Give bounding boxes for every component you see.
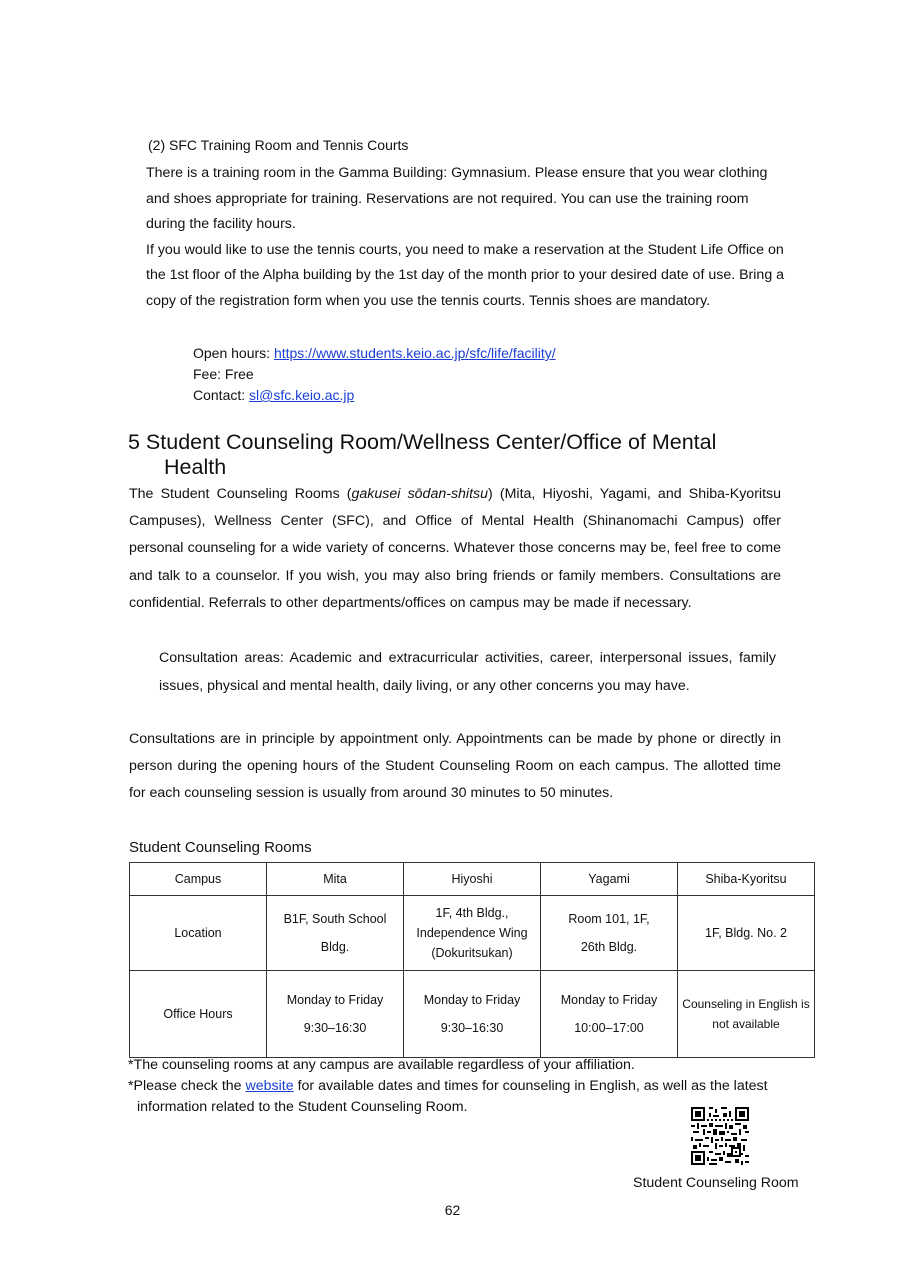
header-cell: Yagami bbox=[541, 863, 678, 896]
shiba-hours bbox=[678, 971, 815, 1058]
note-affiliation: *The counseling rooms at any campus are available regardless of your affiliation. bbox=[128, 1057, 635, 1073]
cell-line: Monday to Friday bbox=[286, 993, 384, 1007]
facility-link[interactable]: https://www.students.keio.ac.jp/sfc/life/facility/ bbox=[273, 345, 556, 361]
cell-line: 9:30–16:30 bbox=[303, 1021, 367, 1035]
cell-line: 9:30–16:30 bbox=[440, 1021, 504, 1035]
cell-line: (Dokuritsukan) bbox=[431, 946, 513, 960]
yagami-hours bbox=[541, 971, 678, 1058]
cell-line: not available bbox=[712, 1017, 780, 1031]
intro-text-start: The Student Counseling Rooms ( bbox=[129, 486, 352, 502]
yagami-location bbox=[541, 896, 678, 971]
cell-line: Monday to Friday bbox=[560, 993, 658, 1007]
note-website-line1 bbox=[128, 1076, 768, 1097]
consultation-areas: Consultation areas: Academic and extracurricular activities, career, interpersonal issues, family issues, physical and mental health, daily living, or any other concerns you may have. bbox=[159, 650, 776, 694]
fee-line: Fee: Free bbox=[193, 366, 254, 382]
table-header-row bbox=[130, 863, 815, 896]
training-room-text: There is a training room in the Gamma Building: Gymnasium. Please ensure that you wear clothing and shoes appropriate for training. Reservations are not required. You can use the training room during the facility hours. bbox=[146, 165, 768, 232]
qr-code-icon[interactable] bbox=[691, 1107, 749, 1165]
header-cell: Mita bbox=[267, 863, 404, 896]
shiba-location: 1F, Bldg. No. 2 bbox=[678, 896, 815, 971]
cell-line: Independence Wing bbox=[416, 926, 528, 940]
cell-line: 10:00–17:00 bbox=[574, 1021, 644, 1035]
mita-hours bbox=[267, 971, 404, 1058]
counseling-rooms-table bbox=[129, 862, 815, 1058]
contact-label: Contact: bbox=[193, 387, 250, 403]
note-website-line2: information related to the Student Counseling Room. bbox=[137, 1099, 468, 1115]
section-heading-line2: Health bbox=[164, 455, 227, 479]
cell-line: Counseling in English is bbox=[682, 997, 810, 1011]
cell-line: 1F, 4th Bldg., bbox=[435, 906, 509, 920]
tennis-courts-text: If you would like to use the tennis courts, you need to make a reservation at the Student Life Office on the 1st floor of the Alpha building by the 1st day of the month prior to your desired date of use. Bring a copy of the registration form when you use the tennis courts. Tennis shoes are mandatory. bbox=[146, 241, 785, 309]
note-text: for available dates and times for counseling in English, as well as the latest bbox=[293, 1078, 768, 1094]
intro-paragraph bbox=[129, 481, 781, 617]
row-label-location: Location bbox=[130, 896, 267, 971]
intro-text-rest: ) (Mita, Hiyoshi, Yagami, and Shiba-Kyoritsu Campuses), Wellness Center (SFC), and Office of Mental Health (Shinanomachi Campus) offer personal counseling for a wide variety of concerns. Whatever those concerns may be, feel free to come and talk to a counselor. If you wish, you may also bring friends or family members. Consultations are confidential. Referrals to other departments/offices on campus may be made if necessary. bbox=[129, 486, 781, 611]
contact-email-link[interactable]: sl@sfc.keio.ac.jp bbox=[249, 387, 355, 403]
contact-line bbox=[193, 385, 354, 406]
website-link[interactable]: website bbox=[245, 1078, 294, 1094]
qr-caption: Student Counseling Room bbox=[633, 1175, 799, 1191]
table-row-location bbox=[130, 896, 815, 971]
header-cell: Campus bbox=[130, 863, 267, 896]
table-caption: Student Counseling Rooms bbox=[129, 839, 312, 856]
hiyoshi-location bbox=[404, 896, 541, 971]
table-row-office-hours bbox=[130, 971, 815, 1058]
header-cell: Shiba-Kyoritsu bbox=[678, 863, 815, 896]
note-website bbox=[128, 1076, 768, 1118]
cell-line: Monday to Friday bbox=[423, 993, 521, 1007]
mita-location bbox=[267, 896, 404, 971]
cell-line: B1F, South School bbox=[283, 912, 387, 926]
header-cell: Hiyoshi bbox=[404, 863, 541, 896]
page-number: 62 bbox=[444, 1202, 461, 1218]
intro-japanese-term: gakusei sōdan-shitsu bbox=[351, 486, 489, 502]
subsection-title: (2) SFC Training Room and Tennis Courts bbox=[148, 137, 409, 153]
cell-line: Bldg. bbox=[320, 940, 350, 954]
appointments-paragraph: Consultations are in principle by appointment only. Appointments can be made by phone or directly in person during the opening hours of the Student Counseling Room on each campus. The allotted time for each counseling session is usually from around 30 minutes to 50 minutes. bbox=[129, 731, 781, 802]
hiyoshi-hours bbox=[404, 971, 541, 1058]
open-hours-label: Open hours: bbox=[193, 345, 274, 361]
section-heading bbox=[128, 430, 808, 480]
training-room-paragraph bbox=[146, 161, 786, 314]
cell-line: Room 101, 1F, bbox=[568, 912, 650, 926]
section-heading-line1: 5 Student Counseling Room/Wellness Center/Office of Mental bbox=[128, 430, 717, 454]
row-label-office-hours: Office Hours bbox=[130, 971, 267, 1058]
note-text: *Please check the bbox=[128, 1078, 246, 1094]
cell-line: 26th Bldg. bbox=[580, 940, 638, 954]
open-hours-line bbox=[193, 343, 556, 364]
